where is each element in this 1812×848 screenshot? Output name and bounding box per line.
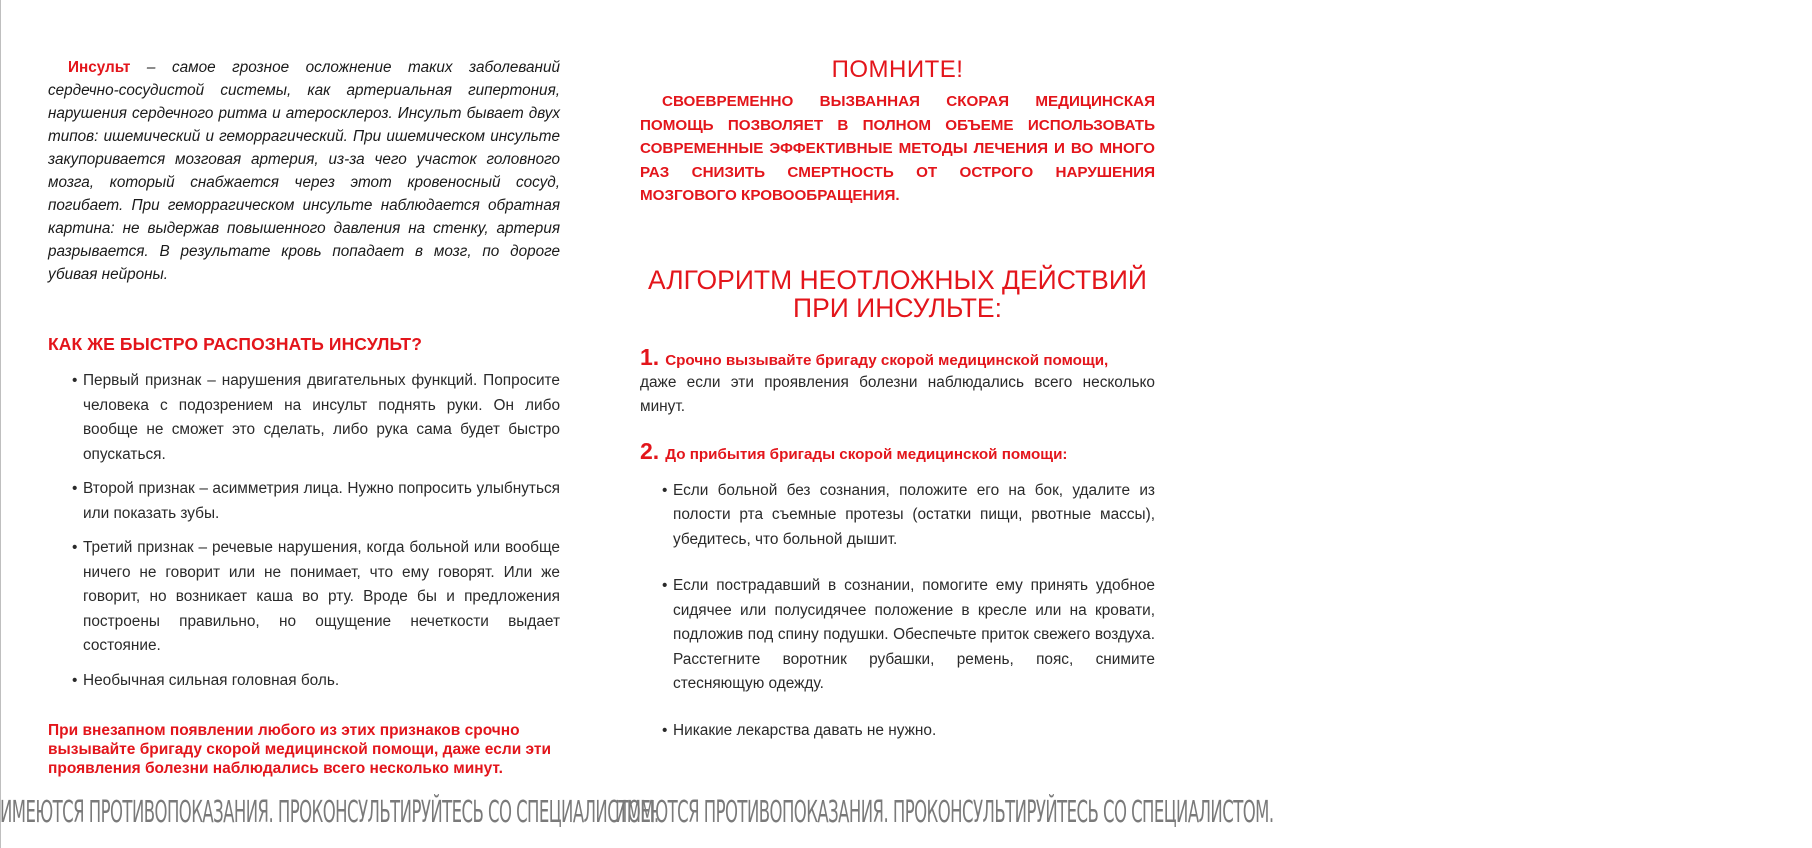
algorithm-title-line2: ПРИ ИНСУЛЬТЕ: bbox=[793, 292, 1002, 323]
left-page bbox=[48, 56, 560, 778]
disclaimer-right: ИМЕЮТСЯ ПРОТИВОПОКАЗАНИЯ. ПРОКОНСУЛЬТИРУЙТЕСЬ СО СПЕЦИАЛИСТОМ. bbox=[615, 795, 1274, 830]
intro-text: – самое грозное осложнение таких заболеваний сердечно-сосудистой системы, как артериальная гипертония, нарушения сердечного ритма и атеросклероз. Инсульт бывает двух типов: ишемический и геморрагический. При ишемическом инсульте закупоривается мозговая артерия, из-за чего участок головного мозга, который снабжается через этот кровеносный сосуд, погибает. При геморрагическом инсульте наблюдается обратная картина: не выдержав повышенного давления на стенку, артерия разрывается. В результате кровь попадает в мозг, по дороге убивая нейроны. bbox=[48, 59, 560, 283]
step2-number: 2. bbox=[640, 437, 660, 464]
list-item: • Второй признак – асимметрия лица. Нужно попросить улыбнуться или показать зубы. bbox=[48, 477, 560, 526]
algorithm-title-line1: АЛГОРИТМ НЕОТЛОЖНЫХ ДЕЙСТВИЙ bbox=[648, 264, 1147, 295]
list-item: • Никакие лекарства давать не нужно. bbox=[640, 719, 1155, 744]
list-item: • Если больной без сознания, положите его на бок, удалите из полости рта съемные протезы (остатки пищи, рвотные массы), убедитесь, что больной дышит. bbox=[640, 479, 1155, 553]
list-item: • Первый признак – нарушения двигательных функций. Попросите человека с подозрением на инсульт поднять руки. Он либо вообще не сможет это сделать, либо рука сама будет быстро опускаться. bbox=[48, 369, 560, 467]
first-aid-list bbox=[640, 479, 1155, 744]
right-page bbox=[640, 56, 1155, 765]
list-item: • Необычная сильная головная боль. bbox=[48, 669, 560, 694]
list-item: • Если пострадавший в сознании, помогите ему принять удобное сидячее или полусидячее положение в кресле или на кровати, подложив под спину подушки. Обеспечьте приток свежего воздуха. Расстегните воротник рубашки, ремень, пояс, снимите стесняющую одежду. bbox=[640, 574, 1155, 697]
bullet-icon: • bbox=[72, 372, 78, 389]
remember-title: ПОМНИТЕ! bbox=[831, 56, 964, 83]
bullet-icon: • bbox=[662, 577, 668, 594]
symptom-list bbox=[48, 369, 560, 693]
bullet-icon: • bbox=[662, 481, 668, 499]
disclaimer-left: ИМЕЮТСЯ ПРОТИВОПОКАЗАНИЯ. ПРОКОНСУЛЬТИРУЙТЕСЬ СО СПЕЦИАЛИСТОМ. bbox=[0, 795, 659, 830]
recognize-heading: КАК ЖЕ БЫСТРО РАСПОЗНАТЬ ИНСУЛЬТ? bbox=[48, 334, 423, 354]
intro-paragraph bbox=[48, 56, 560, 286]
step1-heading: 1. Срочно вызывайте бригаду скорой медицинской помощи, bbox=[640, 343, 1109, 370]
remember-text: СВОЕВРЕМЕННО ВЫЗВАННАЯ СКОРАЯ МЕДИЦИНСКАЯ ПОМОЩЬ ПОЗВОЛЯЕТ В ПОЛНОМ ОБЪЕМЕ ИСПОЛЬЗОВАТЬ СОВРЕМЕННЫЕ ЭФФЕКТИВНЫЕ МЕТОДЫ ЛЕЧЕНИЯ И ВО МНОГО РАЗ СНИЗИТЬ СМЕРТНОСТЬ ОТ ОСТРОГО НАРУШЕНИЯ МОЗГОВОГО КРОВООБРАЩЕНИЯ. bbox=[640, 93, 1155, 204]
bullet-icon: • bbox=[72, 480, 78, 497]
step2-heading: 2. До прибытия бригады скорой медицинской помощи: bbox=[640, 437, 1068, 464]
intro-term: Инсульт bbox=[68, 59, 131, 76]
urgent-warning: При внезапном появлении любого из этих признаков срочно вызывайте бригаду скорой медицинской помощи, даже если эти проявления болезни наблюдались всего несколько минут. bbox=[48, 722, 552, 777]
step1-text: даже если эти проявления болезни наблюдались всего несколько минут. bbox=[640, 373, 1155, 415]
list-item: • Третий признак – речевые нарушения, когда больной или вообще ничего не говорит или не понимает, что ему говорят. Или же говорит, но возникает каша во рту. Вроде бы и предложения построены правильно, но ощущение нечеткости выдает состояние. bbox=[48, 536, 560, 659]
bullet-icon: • bbox=[72, 671, 78, 689]
algorithm-title bbox=[640, 266, 1155, 322]
page-edge-line bbox=[0, 0, 1, 848]
bullet-icon: • bbox=[662, 721, 668, 739]
bullet-icon: • bbox=[72, 539, 78, 556]
step1-number: 1. bbox=[640, 343, 660, 370]
